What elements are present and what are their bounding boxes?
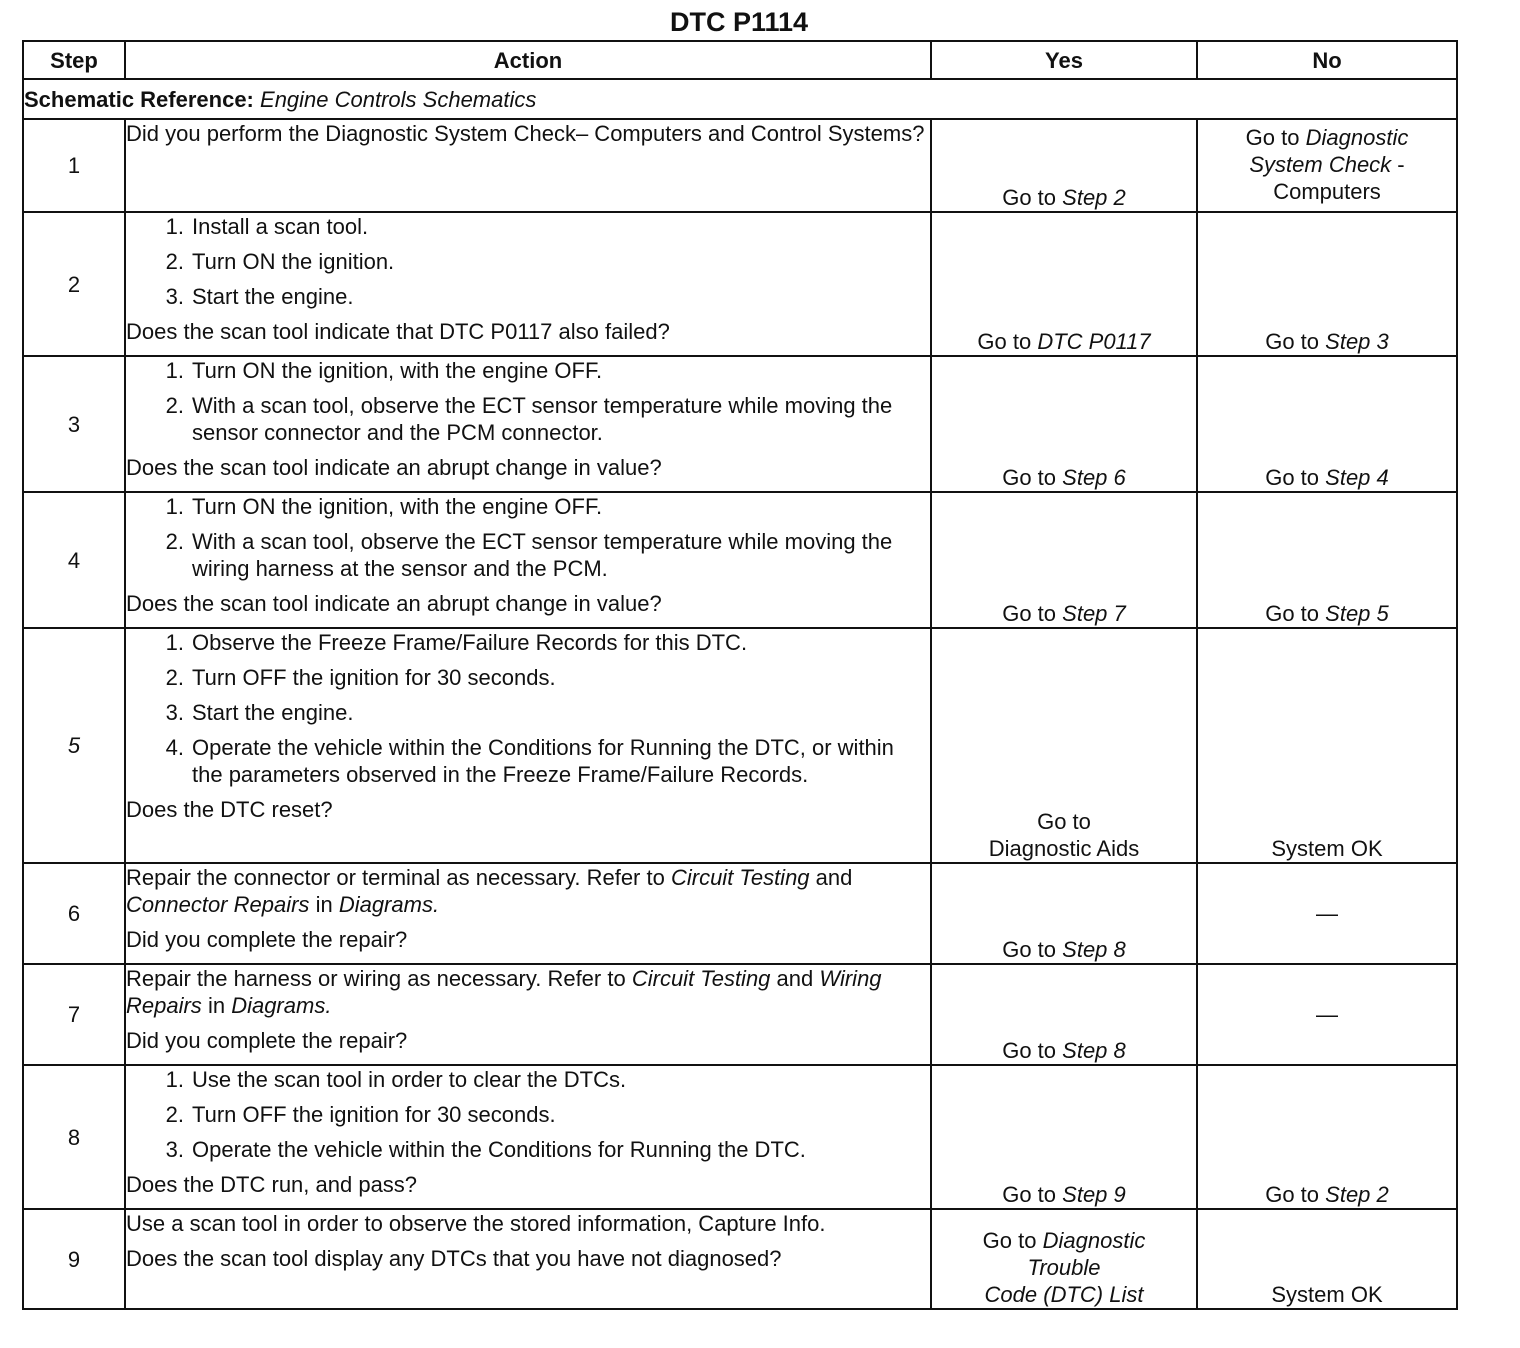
list-item: 1. Turn ON the ignition, with the engine OFF. (165, 494, 603, 519)
go-to-label: Go to (1002, 465, 1057, 490)
action-cell (125, 964, 931, 1065)
go-to-label: Go to (1265, 1182, 1320, 1207)
action-cell (125, 628, 931, 863)
yes-cell[interactable] (931, 119, 1197, 212)
yes-target-link[interactable]: Step 8 (1062, 937, 1126, 962)
step-row-2 (23, 212, 1457, 356)
step-number: 6 (23, 863, 125, 964)
wiring-repairs-link[interactable]: Wiring Repairs (126, 966, 882, 1018)
diagrams-link[interactable]: Diagrams (338, 892, 433, 917)
no-target-link[interactable]: Diagnostic (1305, 125, 1409, 150)
document-title: DTC P1114 (669, 7, 809, 37)
schematic-reference-row (23, 79, 1457, 119)
step-number: 1 (23, 119, 125, 212)
no-target-link[interactable]: Step 3 (1325, 329, 1389, 354)
list-item: 2. Turn OFF the ignition for 30 seconds. (165, 1102, 556, 1127)
action-cell (125, 1209, 931, 1309)
yes-target-link[interactable]: Trouble (1027, 1255, 1101, 1280)
diagrams-link[interactable]: Diagrams (231, 993, 326, 1018)
circuit-testing-link[interactable]: Circuit Testing (670, 865, 810, 890)
yes-target-link[interactable]: Step 6 (1062, 465, 1126, 490)
action-question: Did you complete the repair? (126, 1028, 408, 1053)
header-no: No (1197, 41, 1457, 79)
connector-repairs-link[interactable]: Connector Repairs (126, 892, 310, 917)
go-to-label: Go to (1245, 125, 1300, 150)
yes-target-link[interactable]: Step 8 (1062, 1038, 1126, 1063)
no-target-separator: - (1391, 152, 1405, 177)
action-question: Does the scan tool display any DTCs that you have not diagnosed? (126, 1246, 782, 1271)
yes-cell[interactable] (931, 964, 1197, 1065)
no-cell (1197, 1209, 1457, 1309)
list-item: 3. Operate the vehicle within the Conditions for Running the DTC. (165, 1137, 806, 1162)
step-row-7 (23, 964, 1457, 1065)
yes-target-link[interactable]: Step 7 (1062, 601, 1126, 626)
yes-cell[interactable] (931, 212, 1197, 356)
step-row-8 (23, 1065, 1457, 1209)
action-text: Did you perform the Diagnostic System Check– Computers and Control Systems? (126, 121, 925, 146)
action-question: Does the DTC reset? (126, 797, 333, 822)
go-to-label: Go to (1265, 601, 1320, 626)
list-item: 1. Observe the Freeze Frame/Failure Records for this DTC. (165, 630, 748, 655)
step-row-6 (23, 863, 1457, 964)
list-item: 1. Install a scan tool. (165, 214, 369, 239)
no-target-link[interactable]: Step 5 (1325, 601, 1389, 626)
action-text: Repair the connector or terminal as necessary. Refer to Circuit Testing and Connector Repairs in Diagrams. (126, 865, 853, 917)
circuit-testing-link[interactable]: Circuit Testing (631, 966, 771, 991)
action-cell (125, 492, 931, 628)
action-cell (125, 119, 931, 212)
schematic-reference-link[interactable]: Engine Controls Schematics (260, 86, 537, 112)
no-cell (1197, 964, 1457, 1065)
yes-cell[interactable] (931, 492, 1197, 628)
no-target-text: Computers (1273, 179, 1381, 204)
no-cell (1197, 863, 1457, 964)
step-row-3 (23, 356, 1457, 492)
list-item: 3. Start the engine. (165, 284, 354, 309)
step-row-9 (23, 1209, 1457, 1309)
no-cell[interactable] (1197, 119, 1457, 212)
action-cell (125, 356, 931, 492)
action-text: Repair the harness or wiring as necessary. Refer to Circuit Testing and Wiring Repairs in Diagrams. (126, 966, 882, 1018)
action-question: Does the DTC run, and pass? (126, 1172, 418, 1197)
step-row-5 (23, 628, 1457, 863)
step-number: 3 (23, 356, 125, 492)
system-ok-text: System OK (1271, 1282, 1383, 1307)
yes-target-link[interactable]: Diagnostic Aids (988, 836, 1140, 861)
no-cell[interactable] (1197, 1065, 1457, 1209)
no-cell (1197, 628, 1457, 863)
no-cell[interactable] (1197, 492, 1457, 628)
system-ok-text: System OK (1271, 836, 1383, 861)
header-step: Step (23, 41, 125, 79)
dash-text: — (1316, 1002, 1338, 1027)
go-to-label: Go to (977, 329, 1032, 354)
go-to-label: Go to (1037, 809, 1091, 834)
no-target-link[interactable]: Step 4 (1325, 465, 1389, 490)
yes-cell[interactable] (931, 863, 1197, 964)
diagnostic-table (22, 40, 1458, 1310)
yes-target-link[interactable]: Step 2 (1062, 185, 1126, 210)
schematic-reference-label: Schematic Reference: (24, 86, 254, 112)
yes-target-link[interactable]: DTC P0117 (1037, 329, 1151, 354)
no-target-link[interactable]: System Check (1249, 152, 1392, 177)
go-to-label: Go to (1265, 329, 1320, 354)
no-cell[interactable] (1197, 356, 1457, 492)
yes-target-link[interactable]: Step 9 (1062, 1182, 1126, 1207)
list-item: 2. With a scan tool, observe the ECT sensor temperature while moving the wiring harness at the sensor and the PCM. (165, 529, 893, 581)
list-item: 4. Operate the vehicle within the Conditions for Running the DTC, or within the parameters observed in the Freeze Frame/Failure Records. (165, 735, 894, 787)
no-target-link[interactable]: Step 2 (1325, 1182, 1389, 1207)
go-to-label: Go to (1002, 1038, 1057, 1063)
list-item: 2. Turn ON the ignition. (165, 249, 395, 274)
go-to-label: Go to (1265, 465, 1320, 490)
go-to-label: Go to (1002, 185, 1057, 210)
go-to-label: Go to (1002, 937, 1057, 962)
go-to-label: Go to (1002, 601, 1057, 626)
step-number: 4 (23, 492, 125, 628)
yes-target-link[interactable]: Code (DTC) List (984, 1282, 1144, 1307)
step-row-4 (23, 492, 1457, 628)
action-question: Does the scan tool indicate an abrupt change in value? (126, 455, 662, 480)
action-cell (125, 863, 931, 964)
yes-cell[interactable] (931, 628, 1197, 863)
schematic-reference (23, 79, 1457, 119)
action-question: Did you complete the repair? (126, 927, 408, 952)
go-to-label: Go to (1002, 1182, 1057, 1207)
step-number: 8 (23, 1065, 125, 1209)
header-action: Action (125, 41, 931, 79)
list-item: 2. Turn OFF the ignition for 30 seconds. (165, 665, 556, 690)
step-number: 7 (23, 964, 125, 1065)
no-cell[interactable] (1197, 212, 1457, 356)
step-number: 5 (23, 628, 125, 863)
header-yes: Yes (931, 41, 1197, 79)
yes-cell[interactable] (931, 356, 1197, 492)
action-text: Use a scan tool in order to observe the stored information, Capture Info. (126, 1211, 826, 1236)
yes-cell[interactable] (931, 1209, 1197, 1309)
action-question: Does the scan tool indicate an abrupt change in value? (126, 591, 662, 616)
step-number: 2 (23, 212, 125, 356)
header-row (23, 41, 1457, 79)
step-row-1 (23, 119, 1457, 212)
action-cell (125, 212, 931, 356)
action-cell (125, 1065, 931, 1209)
list-item: 1. Use the scan tool in order to clear the DTCs. (165, 1067, 627, 1092)
yes-cell[interactable] (931, 1065, 1197, 1209)
list-item: 3. Start the engine. (165, 700, 354, 725)
step-number: 9 (23, 1209, 125, 1309)
dash-text: — (1316, 901, 1338, 926)
list-item: 2. With a scan tool, observe the ECT sensor temperature while moving the sensor connector and the PCM connector. (165, 393, 893, 445)
action-question: Does the scan tool indicate that DTC P0117 also failed? (126, 319, 670, 344)
go-to-label: Go to (982, 1228, 1037, 1253)
list-item: 1. Turn ON the ignition, with the engine OFF. (165, 358, 603, 383)
yes-target-link[interactable]: Diagnostic (1042, 1228, 1146, 1253)
